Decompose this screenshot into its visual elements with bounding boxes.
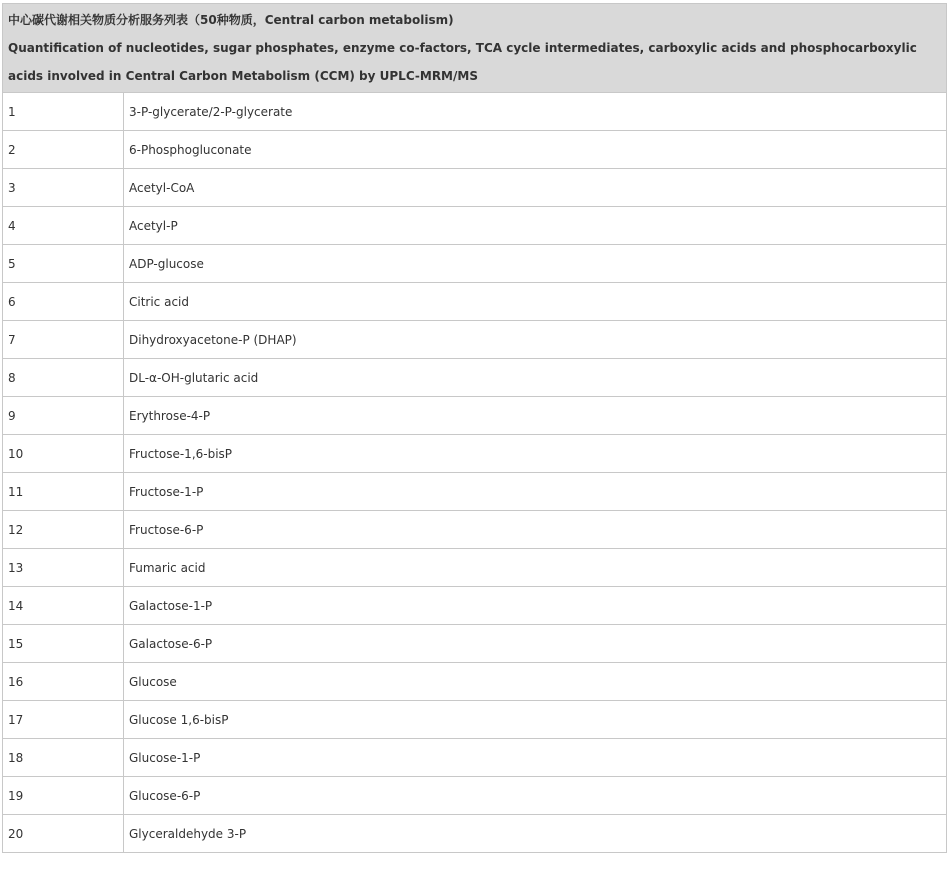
row-number-cell: 10 <box>3 435 124 473</box>
row-number-cell: 18 <box>3 739 124 777</box>
metabolite-table-container <box>2 3 946 853</box>
table-title: 中心碳代谢相关物质分析服务列表（50种物质，Central carbon metabolism) <box>8 13 454 27</box>
table-header-cell <box>3 4 947 93</box>
table-row <box>3 473 947 511</box>
row-number-cell: 6 <box>3 283 124 321</box>
table-row <box>3 131 947 169</box>
compound-name-cell: Glucose 1,6-bisP <box>124 701 947 739</box>
row-number-cell: 19 <box>3 777 124 815</box>
compound-name-cell: Fumaric acid <box>124 549 947 587</box>
table-row <box>3 663 947 701</box>
compound-name-cell: Glucose-6-P <box>124 777 947 815</box>
compound-name-cell: Citric acid <box>124 283 947 321</box>
compound-name-cell: Acetyl-CoA <box>124 169 947 207</box>
compound-name-cell: 3-P-glycerate/2-P-glycerate <box>124 93 947 131</box>
compound-name-cell: Glucose-1-P <box>124 739 947 777</box>
table-row <box>3 701 947 739</box>
table-row <box>3 169 947 207</box>
row-number-cell: 11 <box>3 473 124 511</box>
table-row <box>3 625 947 663</box>
compound-name-cell: DL-α-OH-glutaric acid <box>124 359 947 397</box>
table-row <box>3 435 947 473</box>
compound-name-cell: Erythrose-4-P <box>124 397 947 435</box>
table-row <box>3 283 947 321</box>
row-number-cell: 7 <box>3 321 124 359</box>
row-number-cell: 4 <box>3 207 124 245</box>
row-number-cell: 17 <box>3 701 124 739</box>
compound-name-cell: Glyceraldehyde 3-P <box>124 815 947 853</box>
table-row <box>3 207 947 245</box>
table-description: Quantification of nucleotides, sugar phosphates, enzyme co-factors, TCA cycle intermediates, carboxylic acids and phosphocarboxylic acids involved in Central Carbon Metabolism (CCM) by UPLC-MRM/MS <box>8 41 917 83</box>
compound-name-cell: Fructose-1-P <box>124 473 947 511</box>
table-row <box>3 815 947 853</box>
table-row <box>3 739 947 777</box>
row-number-cell: 15 <box>3 625 124 663</box>
row-number-cell: 1 <box>3 93 124 131</box>
row-number-cell: 13 <box>3 549 124 587</box>
row-number-cell: 12 <box>3 511 124 549</box>
table-row <box>3 549 947 587</box>
row-number-cell: 16 <box>3 663 124 701</box>
table-row <box>3 321 947 359</box>
compound-name-cell: Dihydroxyacetone-P (DHAP) <box>124 321 947 359</box>
row-number-cell: 3 <box>3 169 124 207</box>
table-row <box>3 587 947 625</box>
row-number-cell: 5 <box>3 245 124 283</box>
table-row <box>3 93 947 131</box>
compound-name-cell: Fructose-6-P <box>124 511 947 549</box>
table-row <box>3 511 947 549</box>
row-number-cell: 2 <box>3 131 124 169</box>
row-number-cell: 20 <box>3 815 124 853</box>
metabolite-table <box>2 3 947 853</box>
table-header-row <box>3 4 947 93</box>
compound-name-cell: Acetyl-P <box>124 207 947 245</box>
table-row <box>3 359 947 397</box>
compound-name-cell: Galactose-1-P <box>124 587 947 625</box>
table-row <box>3 397 947 435</box>
table-row <box>3 245 947 283</box>
compound-name-cell: Glucose <box>124 663 947 701</box>
compound-name-cell: 6-Phosphogluconate <box>124 131 947 169</box>
compound-name-cell: Galactose-6-P <box>124 625 947 663</box>
row-number-cell: 8 <box>3 359 124 397</box>
compound-name-cell: ADP-glucose <box>124 245 947 283</box>
compound-name-cell: Fructose-1,6-bisP <box>124 435 947 473</box>
row-number-cell: 14 <box>3 587 124 625</box>
table-row <box>3 777 947 815</box>
row-number-cell: 9 <box>3 397 124 435</box>
